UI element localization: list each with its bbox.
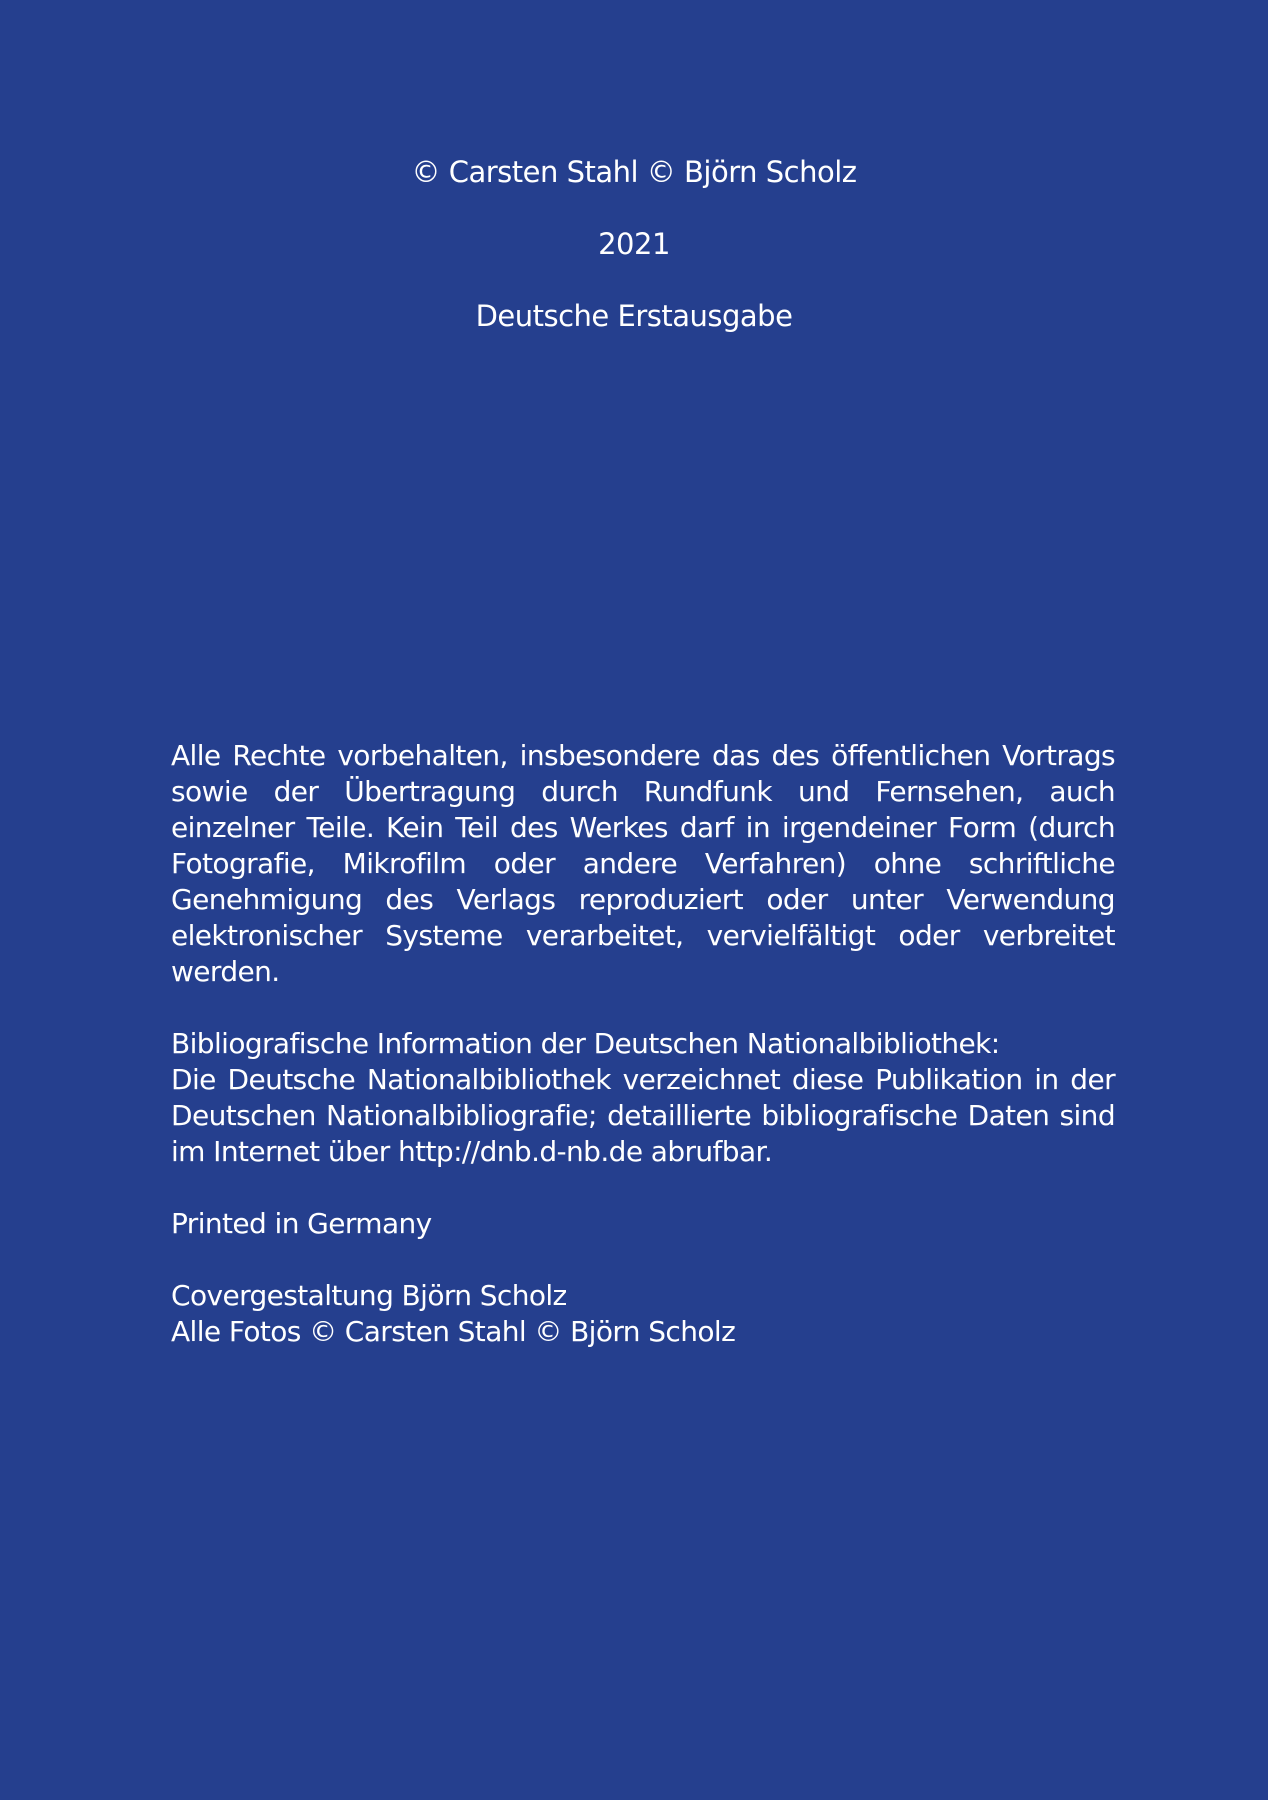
bibliographic-info <box>171 1026 1115 1170</box>
imprint-body <box>171 738 1115 1386</box>
rights-notice: Alle Rechte vorbehalten, insbesondere das des öffentlichen Vortrags sowie der Übertragung durch Rundfunk und Fernsehen, auch einzelner Teile. Kein Teil des Werkes darf in irgendeiner Form (durch Fotografie, Mikrofilm oder andere Verfahren) ohne schriftliche Genehmigung des Verlags reproduziert oder unter Verwendung elektronischer Systeme verarbeitet, vervielfältigt oder verbreitet werden. <box>171 739 1115 988</box>
edition-note: Deutsche Erstausgabe <box>475 299 793 333</box>
copyright-line: © Carsten Stahl © Björn Scholz <box>411 155 857 189</box>
publication-year: 2021 <box>598 227 670 261</box>
bibliographic-text: Die Deutsche Nationalbibliothek verzeichnet diese Publikation in der Deutschen Nationalbibliografie; detaillierte bibliografische Daten sind im Internet über http://dnb.d-nb.de abrufbar. <box>171 1063 1115 1168</box>
bibliographic-heading: Bibliografische Information der Deutschen Nationalbibliothek: <box>171 1027 1000 1060</box>
credits <box>171 1278 1115 1350</box>
imprint-header <box>0 154 1268 370</box>
photo-credit: Alle Fotos © Carsten Stahl © Björn Scholz <box>171 1315 736 1348</box>
cover-credit: Covergestaltung Björn Scholz <box>171 1279 567 1312</box>
printed-in: Printed in Germany <box>171 1207 432 1240</box>
